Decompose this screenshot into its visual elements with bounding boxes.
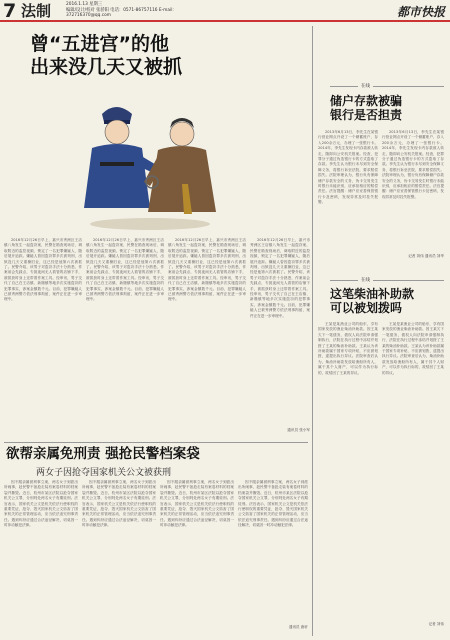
vertical-divider — [312, 26, 313, 636]
story2-column-1 — [318, 130, 378, 265]
story2-headline-line1: 储户存款被骗 — [330, 94, 403, 108]
story3-text-2: 王某是某渔业公司的船东，享有国家发放的渔业柴油补助款。因王某欠下一笔债务，债权人向法院申请强制执行，法院在执行过程中冻结并划拨了王某的柴油补助款。王某认为该补助款属于国家专项补贴，不应被划拨，遂提出执行异议。法院审查后认为，柴油补助款发放给渔船所有人，属于其个人财产，可以作为执行标的，故驳回了王某的异议。 — [382, 322, 444, 375]
horizontal-divider — [4, 442, 308, 443]
story1-text-4: 2016年12月26日早上，嘉兴市秀洲区王店镇八角发生一起盗窃案，民警在勘查现场后，调取附近的监控视频，锁定了一名犯罪嫌疑人，随后展开追踪。嫌疑人曾因盗窃罪多次被判刑，出狱没几天又重操旧业，这已经是他第六次被抓了。民警介绍，该男子对盗窃手法十分熟悉，作案前会先踩点，专挑夜间无人看管的店铺下手，被抓获时身上还带着作案工具。经审讯，男子交代了自己在王店镇、新塍镇等地多次实施盗窃的犯罪事实，涉案金额数千元。目前，犯罪嫌疑人已被秀洲警方依法刑事拘留，案件正在进一步审理中。 — [250, 238, 310, 318]
story1-text-1: 2016年12月26日早上，嘉兴市秀洲区王店镇八角发生一起盗窃案，民警在勘查现场后，调取附近的监控视频，锁定了一名犯罪嫌疑人，随后展开追踪。嫌疑人曾因盗窃罪多次被判刑，出狱没几天又重操旧业，这已经是他第六次被抓了。民警介绍，该男子对盗窃手法十分熟悉，作案前会先踩点，专挑夜间无人看管的店铺下手，被抓获时身上还带着作案工具。经审讯，男子交代了自己在王店镇、新塍镇等地多次实施盗窃的犯罪事实，涉案金额数千元。目前，犯罪嫌疑人已被秀洲警方依法刑事拘留，案件正在进一步审理中。 — [4, 238, 82, 302]
story4-column-1 — [4, 480, 78, 636]
story3-column-1 — [318, 322, 378, 634]
story1-headline — [30, 34, 182, 79]
story4-text-1: 因不服亲属被刑事立案，两名女子到派出所闹事，趁民警不备抢走装有案卷材料的档案袋并撕毁。近日，杭州市某区法院以抢夺国家机关公文罪，分别判处两名女子有期徒刑。法官表示，国家机关公文是机关依法行使职权的重要凭证，抢夺、毁灭国家机关公文妨害了国家机关的正常管理活动，应当依法追究刑事责任。遇到纠纷应通过合法途径解决，切莫因一时冲动触犯法律。 — [4, 480, 78, 528]
story3-column-2 — [382, 322, 444, 634]
story2-column-2 — [382, 130, 444, 265]
story4-column-3 — [160, 480, 234, 636]
story4-headline: 欲帮亲属免刑责 强抢民警档案袋 — [6, 446, 200, 462]
story3-headline-line2: 可以被划拨吗 — [330, 300, 403, 315]
story4-text-2: 因不服亲属被刑事立案，两名女子到派出所闹事，趁民警不备抢走装有案卷材料的档案袋并撕毁。近日，杭州市某区法院以抢夺国家机关公文罪，分别判处两名女子有期徒刑。法官表示，国家机关公文是机关依法行使职权的重要凭证，抢夺、毁灭国家机关公文妨害了国家机关的正常管理活动，应当依法追究刑事责任。遇到纠纷应通过合法途径解决，切莫因一时冲动触犯法律。 — [82, 480, 156, 528]
newspaper-brand: 都市快报 — [396, 5, 445, 19]
story1-headline-line2: 出来没几天又被抓 — [30, 55, 183, 78]
story2-headline-line2: 银行是否担责 — [330, 107, 403, 122]
story2-credit: 记者 刘伟 通讯员 刘华 — [408, 254, 444, 258]
story2-kicker-rule — [330, 86, 444, 87]
masthead — [0, 0, 450, 22]
page-number: 7 — [3, 0, 17, 22]
story4-column-2 — [82, 480, 156, 636]
story4-column-4 — [238, 480, 308, 636]
story1-column-2 — [86, 238, 164, 438]
story4-text-4: 因不服亲属被刑事立案，两名女子到派出所闹事，趁民警不备抢走装有案卷材料的档案袋并撕毁。近日，杭州市某区法院以抢夺国家机关公文罪，分别判处两名女子有期徒刑。法官表示，国家机关公文是机关依法行使职权的重要凭证，抢夺、毁灭国家机关公文妨害了国家机关的正常管理活动，应当依法追究刑事责任。遇到纠纷应通过合法途径解决，切莫因一时冲动触犯法律。 — [238, 480, 308, 528]
story1-text-3: 2016年12月26日早上，嘉兴市秀洲区王店镇八角发生一起盗窃案，民警在勘查现场后，调取附近的监控视频，锁定了一名犯罪嫌疑人，随后展开追踪。嫌疑人曾因盗窃罪多次被判刑，出狱没几天又重操旧业，这已经是他第六次被抓了。民警介绍，该男子对盗窃手法十分熟悉，作案前会先踩点，专挑夜间无人看管的店铺下手，被抓获时身上还带着作案工具。经审讯，男子交代了自己在王店镇、新塍镇等地多次实施盗窃的犯罪事实，涉案金额数千元。目前，犯罪嫌疑人已被秀洲警方依法刑事拘留，案件正在进一步审理中。 — [168, 238, 246, 302]
story4-subtitle: 两女子因抢夺国家机关公文被获刑 — [36, 468, 172, 478]
story3-text-1: 王某是某渔业公司的船东，享有国家发放的渔业柴油补助款。因王某欠下一笔债务，债权人向法院申请强制执行，法院在执行过程中冻结并划拨了王某的柴油补助款。王某认为该补助款属于国家专项补贴，不应被划拨，遂提出执行异议。法院审查后认为，柴油补助款发放给渔船所有人，属于其个人财产，可以作为执行标的，故驳回了王某的异议。 — [318, 322, 378, 375]
story2-headline — [330, 95, 402, 123]
story3-credit: 记者 刘伟 — [428, 622, 444, 626]
story1-column-4 — [250, 238, 310, 438]
story3-kicker-rule — [330, 280, 444, 281]
story4-text-3: 因不服亲属被刑事立案，两名女子到派出所闹事，趁民警不备抢走装有案卷材料的档案袋并撕毁。近日，杭州市某区法院以抢夺国家机关公文罪，分别判处两名女子有期徒刑。法官表示，国家机关公文是机关依法行使职权的重要凭证，抢夺、毁灭国家机关公文妨害了国家机关的正常管理活动，应当依法追究刑事责任。遇到纠纷应通过合法途径解决，切莫因一时冲动触犯法律。 — [160, 480, 234, 528]
masthead-editor: 编辑/设计/校对 张骄阳 电话：0571-86757116 E-mail：372716370@qq.com — [66, 7, 177, 18]
story4-credit: 通讯员 唐轩 — [288, 625, 308, 629]
story1-headline-line1: 曾“五进宫”的他 — [30, 33, 169, 55]
story2-text-2: 2013年6月13日，李先生在某银行营业网点开设了一个储蓄账户，存入200余万元，办理了一张银行卡。2014年，李先生发现卡内存款被人转走，随即向公安机关报案。经查，犯罪分子通过伪造银行卡的方式盗取了存款。李先生认为银行未尽到安全保障义务，将银行诉至法院，要求赔偿损失。法院审理认为，银行负有保障储户存款安全的义务，伪卡交易发生时银行未能识别，应承担相应的赔偿责任。法官提醒：储户应妥善保管银行卡及密码，发现异常及时挂失报警。 — [382, 130, 444, 199]
section-title: 法制 — [21, 2, 52, 20]
story1-text-2: 2016年12月26日早上，嘉兴市秀洲区王店镇八角发生一起盗窃案，民警在勘查现场后，调取附近的监控视频，锁定了一名犯罪嫌疑人，随后展开追踪。嫌疑人曾因盗窃罪多次被判刑，出狱没几天又重操旧业，这已经是他第六次被抓了。民警介绍，该男子对盗窃手法十分熟悉，作案前会先踩点，专挑夜间无人看管的店铺下手，被抓获时身上还带着作案工具。经审讯，男子交代了自己在王店镇、新塍镇等地多次实施盗窃的犯罪事实，涉案金额数千元。目前，犯罪嫌疑人已被秀洲警方依法刑事拘留，案件正在进一步审理中。 — [86, 238, 164, 302]
story2-kicker: 在线 — [358, 83, 373, 89]
story3-headline — [330, 288, 414, 316]
story3-kicker: 在线 — [358, 277, 373, 283]
story1-column-1 — [4, 238, 82, 438]
story1-credit: 通讯员 张小军 — [287, 428, 310, 432]
story2-text-1: 2013年6月13日，李先生在某银行营业网点开设了一个储蓄账户，存入200余万元，办理了一张银行卡。2014年，李先生发现卡内存款被人转走，随即向公安机关报案。经查，犯罪分子通过伪造银行卡的方式盗取了存款。李先生认为银行未尽到安全保障义务，将银行诉至法院，要求赔偿损失。法院审理认为，银行负有保障储户存款安全的义务，伪卡交易发生时银行未能识别，应承担相应的赔偿责任。法官提醒：储户应妥善保管银行卡及密码，发现异常及时挂失报警。 — [318, 130, 378, 205]
story1-column-3 — [168, 238, 246, 438]
masthead-meta — [66, 2, 186, 19]
floor-shadow — [90, 218, 210, 230]
story3-headline-line1: 这笔柴油补助款 — [330, 287, 415, 301]
story1-illustration — [72, 84, 228, 234]
masthead-date: 2016.1.13 星期三 — [66, 2, 103, 7]
